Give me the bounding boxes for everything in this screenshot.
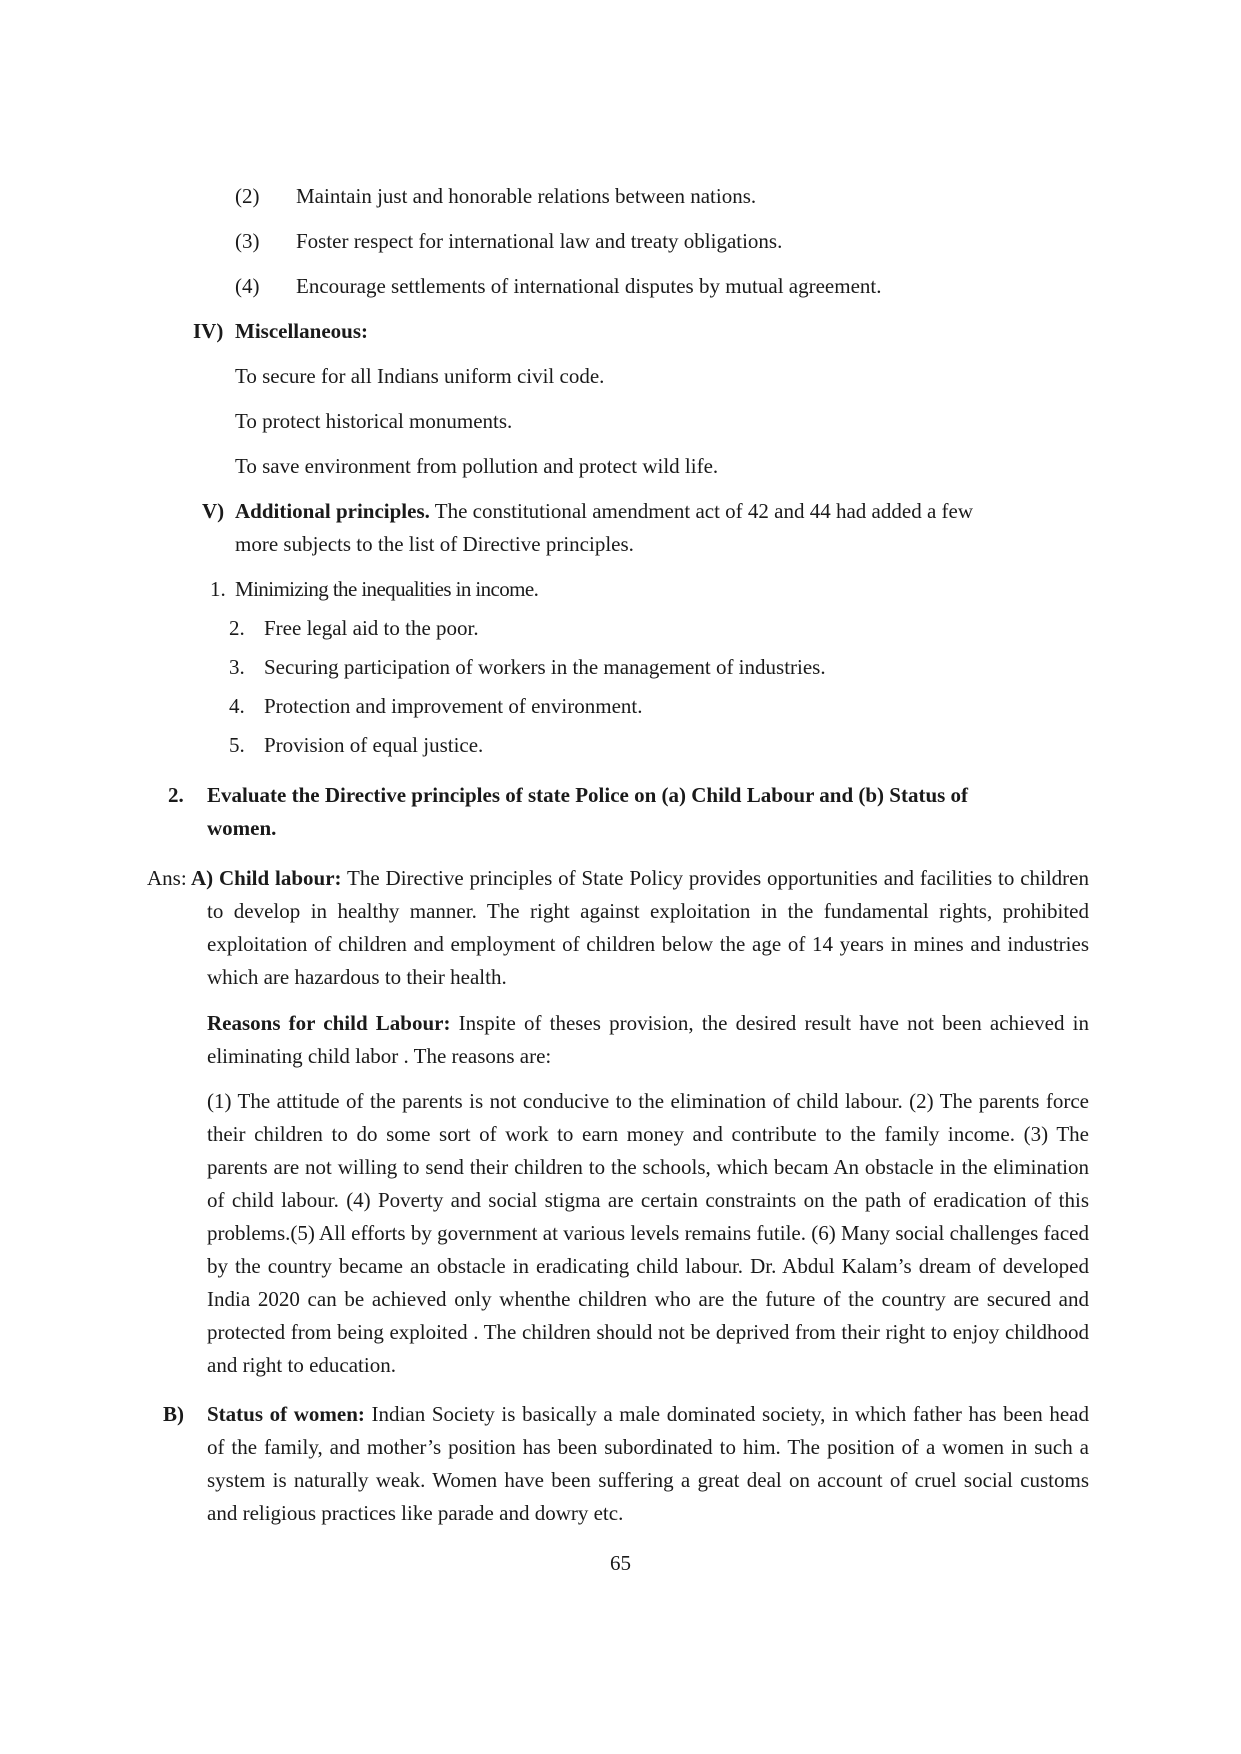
list-item: Maintain just and honorable relations between nations. [296, 184, 757, 208]
list-item: To protect historical monuments. [235, 409, 513, 433]
reasons-text: Inspite of theses provision, the desired result have not been achieved in eliminating child labor . The reasons are: [207, 1011, 1089, 1068]
section-intro [235, 495, 973, 528]
list-item-number: (2) [235, 184, 260, 208]
list-item: To save environment from pollution and protect wild life. [235, 454, 719, 478]
list-item: Provision of equal justice. [264, 733, 484, 757]
reasons-label: Reasons for child Labour: [207, 1011, 451, 1035]
section-heading: Additional principles. [235, 499, 430, 523]
answer-paragraph [207, 1398, 1089, 1530]
list-item-number: 5. [229, 733, 245, 757]
page-number: 65 [610, 1551, 631, 1575]
section-text: The constitutional amendment act of 42 and 44 had added a few [429, 499, 973, 523]
question-text: Evaluate the Directive principles of state Police on (a) Child Labour and (b) Status of [207, 783, 969, 807]
reasons-paragraph [207, 1007, 1089, 1073]
list-item-number: (4) [235, 274, 260, 298]
question-text-continued: women. [207, 816, 277, 840]
section-label: IV) [193, 319, 224, 343]
answer-label: Status of women: [207, 1402, 365, 1426]
question-number: 2. [168, 783, 184, 807]
list-item-number: 3. [229, 655, 245, 679]
list-item: Securing participation of workers in the management of industries. [264, 655, 826, 679]
list-item: Protection and improvement of environment. [264, 694, 643, 718]
list-item: To secure for all Indians uniform civil code. [235, 364, 605, 388]
section-label: V) [202, 499, 225, 523]
list-item: Foster respect for international law and treaty obligations. [296, 229, 783, 253]
answer-text: The Directive principles of State Policy provides opportunities and facilities to children to develop in healthy manner. The right against exploitation in the fundamental rights, prohibited exploitation of children and employment of children below the age of 14 years in mines and industries which are hazardous to their health. [207, 866, 1090, 989]
answer-label: A) Child labour: [191, 866, 342, 890]
list-item: Encourage settlements of international disputes by mutual agreement. [296, 274, 882, 298]
list-item-number: (3) [235, 229, 260, 253]
section-heading: Miscellaneous: [235, 319, 368, 343]
list-item-number: 4. [229, 694, 245, 718]
answer-paragraph [191, 862, 1090, 994]
reasons-detail-paragraph: (1) The attitude of the parents is not conducive to the elimination of child labour. (2) The parents force their children to do some sort of work to earn money and contribute to the family income. (3) The parents are not willing to send their children to the schools, which becam An obstacle in the elimination of child labour. (4) Poverty and social stigma are certain constraints on the path of eradication of this problems.(5) All efforts by government at various levels remains futile. (6) Many social challenges faced by the country became an obstacle in eradicating child labour. Dr. Abdul Kalam’s dream of developed India 2020 can be achieved only whenthe children who are the future of the country are secured and protected from being exploited . The children should not be deprived from their right to enjoy childhood and right to education. [207, 1089, 1089, 1377]
list-item-number: 1. [210, 577, 226, 601]
list-item: Free legal aid to the poor. [264, 616, 479, 640]
section-text-continued: more subjects to the list of Directive principles. [235, 532, 634, 556]
answer-label-b: B) [163, 1402, 184, 1426]
list-item-number: 2. [229, 616, 245, 640]
answer-text: Indian Society is basically a male dominated society, in which father has been head of the family, and mother’s position has been subordinated to him. The position of a women in such a system is naturally weak. Women have been suffering a great deal on account of cruel social customs and religious practices like parade and dowry etc. [207, 1402, 1089, 1525]
answer-prefix: Ans: [147, 866, 187, 890]
list-item: Minimizing the inequalities in income. [235, 577, 539, 601]
